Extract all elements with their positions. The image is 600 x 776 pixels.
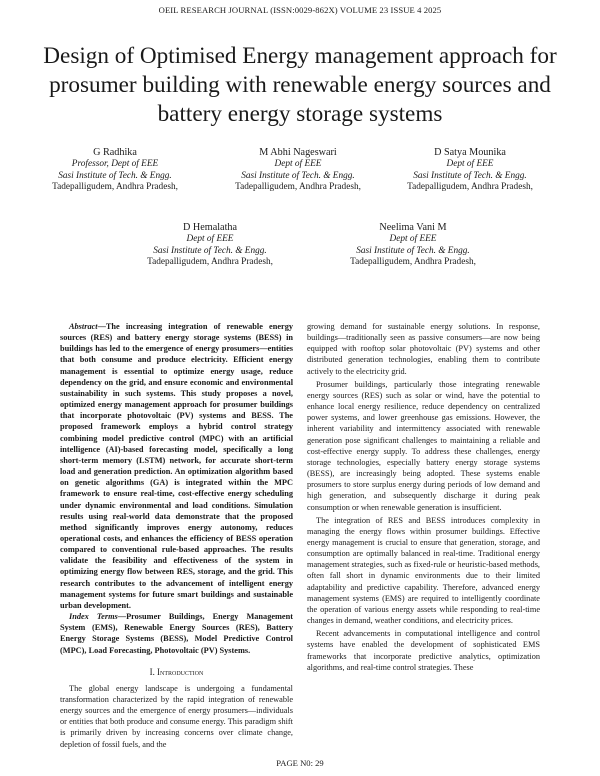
section-heading: I. Introduction — [149, 666, 204, 677]
index-terms-text: —Prosumer Buildings, Energy Management System (EMS), Renewable Energy Sources (RES), Battery Energy Storage Systems (BESS), Model Predictive Control (MPC), Load Forecasting, Photovoltaic (PV) Systems. — [60, 612, 293, 655]
body-paragraph: The global energy landscape is undergoing a fundamental transformation characterized by the rapid integration of renewable energy sources and the emergence of energy prosumers—individuals or entities that both produce and consume energy. This paradigm shift is primarily driven by increasing concerns over climate change, depletion of fossil fuels, and the — [60, 683, 293, 749]
author-block — [328, 221, 498, 269]
author-location: Tadepalligudem, Andhra Pradesh, — [407, 182, 533, 192]
author-name: G Radhika — [93, 147, 137, 158]
author-role: Professor, Dept of EEE — [71, 159, 159, 169]
author-institution: Sasi Institute of Tech. & Engg. — [356, 245, 470, 256]
author-institution: Sasi Institute of Tech. & Engg. — [241, 170, 355, 181]
author-name: D Satya Mounika — [434, 147, 506, 158]
author-role: Dept of EEE — [446, 159, 494, 169]
body-paragraph: Prosumer buildings, particularly those integrating renewable energy sources (RES) such as solar or wind, have the potential to enhance local energy resilience, reduce dependency on centralized power systems, and lower greenhouse gas emissions. However, the inherent variability and intermittency associated with renewable generation pose significant challenges to maintaining a reliable and cost-effective energy supply. To address these challenges, energy storage technologies, especially battery energy storage systems (BESS), are increasingly being adopted. These systems enable prosumers to store surplus energy during periods of low demand and high generation, and subsequently discharge it during peak consumption or when renewable generation is insufficient. — [307, 379, 540, 512]
author-location: Tadepalligudem, Andhra Pradesh, — [235, 182, 361, 192]
author-institution: Sasi Institute of Tech. & Engg. — [58, 170, 172, 181]
author-name: Neelima Vani M — [379, 222, 447, 233]
author-block — [385, 146, 555, 194]
abstract-label: Abstract — [69, 322, 98, 331]
right-column — [307, 321, 540, 673]
author-block — [213, 146, 383, 194]
author-location: Tadepalligudem, Andhra Pradesh, — [350, 257, 476, 267]
author-institution: Sasi Institute of Tech. & Engg. — [153, 245, 267, 256]
body-paragraph: growing demand for sustainable energy solutions. In response, buildings—traditionally seen as passive consumers—are now being equipped with rooftop solar photovoltaic (PV) systems and other distributed generation technologies, enabling them to contribute actively to the electricity grid. — [307, 322, 540, 376]
author-location: Tadepalligudem, Andhra Pradesh, — [52, 182, 178, 192]
author-role: Dept of EEE — [186, 234, 234, 244]
paper-title: Design of Optimised Energy management approach for prosumer building with renewable energy sources and battery energy storage systems — [43, 43, 557, 127]
body-paragraph: Recent advancements in computational intelligence and control systems have enabled the development of sophisticated EMS frameworks that incorporate predictive analytics, optimization algorithms, and real-time control strategies. These — [307, 629, 540, 672]
author-role: Dept of EEE — [389, 234, 437, 244]
author-location: Tadepalligudem, Andhra Pradesh, — [147, 257, 273, 267]
author-institution: Sasi Institute of Tech. & Engg. — [413, 170, 527, 181]
abstract-text: —The increasing integration of renewable energy sources (RES) and battery energy storage systems (BESS) in buildings has led to the emergence of energy prosumers—entities that both consume and produce electricity. Efficient energy management is essential to optimize energy usage, reduce dependency on the grid, and ensure economic and environmental sustainability in such systems. This study proposes a novel, optimized energy management approach for prosumer buildings that incorporate photovoltaic (PV) systems and BESS. The proposed framework employs a hybrid control strategy combining model predictive control (MPC) with an artificial intelligence (AI)-based forecasting model, specifically a long short-term memory (LSTM) network, for accurate short-term load and generation prediction. An optimization algorithm based on genetic algorithms (GA) is integrated within the MPC framework to ensure real-time, cost-effective energy scheduling under dynamic environmental and load conditions. Simulation results using real-world data demonstrate that the proposed method significantly improves energy autonomy, reduces operational costs, and enhances the efficiency of BESS operation compared to conventional rule-based approaches. The results validate the feasibility and effectiveness of the system in optimizing energy flow between RES, storage, and the grid. This research contributes to the advancement of intelligent energy management systems for future smart buildings and sustainable urban development. — [60, 322, 293, 610]
abstract — [60, 321, 293, 611]
author-block — [125, 221, 295, 269]
left-column — [60, 321, 293, 750]
body-paragraph: The integration of RES and BESS introduces complexity in managing the energy flows within prosumer buildings. Effective energy management is crucial to ensure that generation, storage, and consumption are optimally balanced in real-time. Traditional energy management strategies, such as fixed-rule or heuristic-based methods, often fall short in dynamic environments due to their limited adaptability and predictive capability. Therefore, advanced energy management systems (EMS) are required to intelligently coordinate the operation of various energy assets while responding to real-time changes in demand, weather conditions, and electricity prices. — [307, 515, 540, 626]
author-name: M Abhi Nageswari — [259, 147, 337, 158]
index-terms — [60, 611, 293, 656]
index-terms-label: Index Terms — [69, 612, 118, 622]
author-name: D Hemalatha — [182, 222, 238, 233]
author-role: Dept of EEE — [274, 159, 322, 169]
author-block — [30, 146, 200, 194]
running-header: OEIL RESEARCH JOURNAL (ISSN:0029-862X) VOLUME 23 ISSUE 4 2025 — [158, 5, 442, 15]
page-number: PAGE N0: 29 — [276, 758, 324, 768]
